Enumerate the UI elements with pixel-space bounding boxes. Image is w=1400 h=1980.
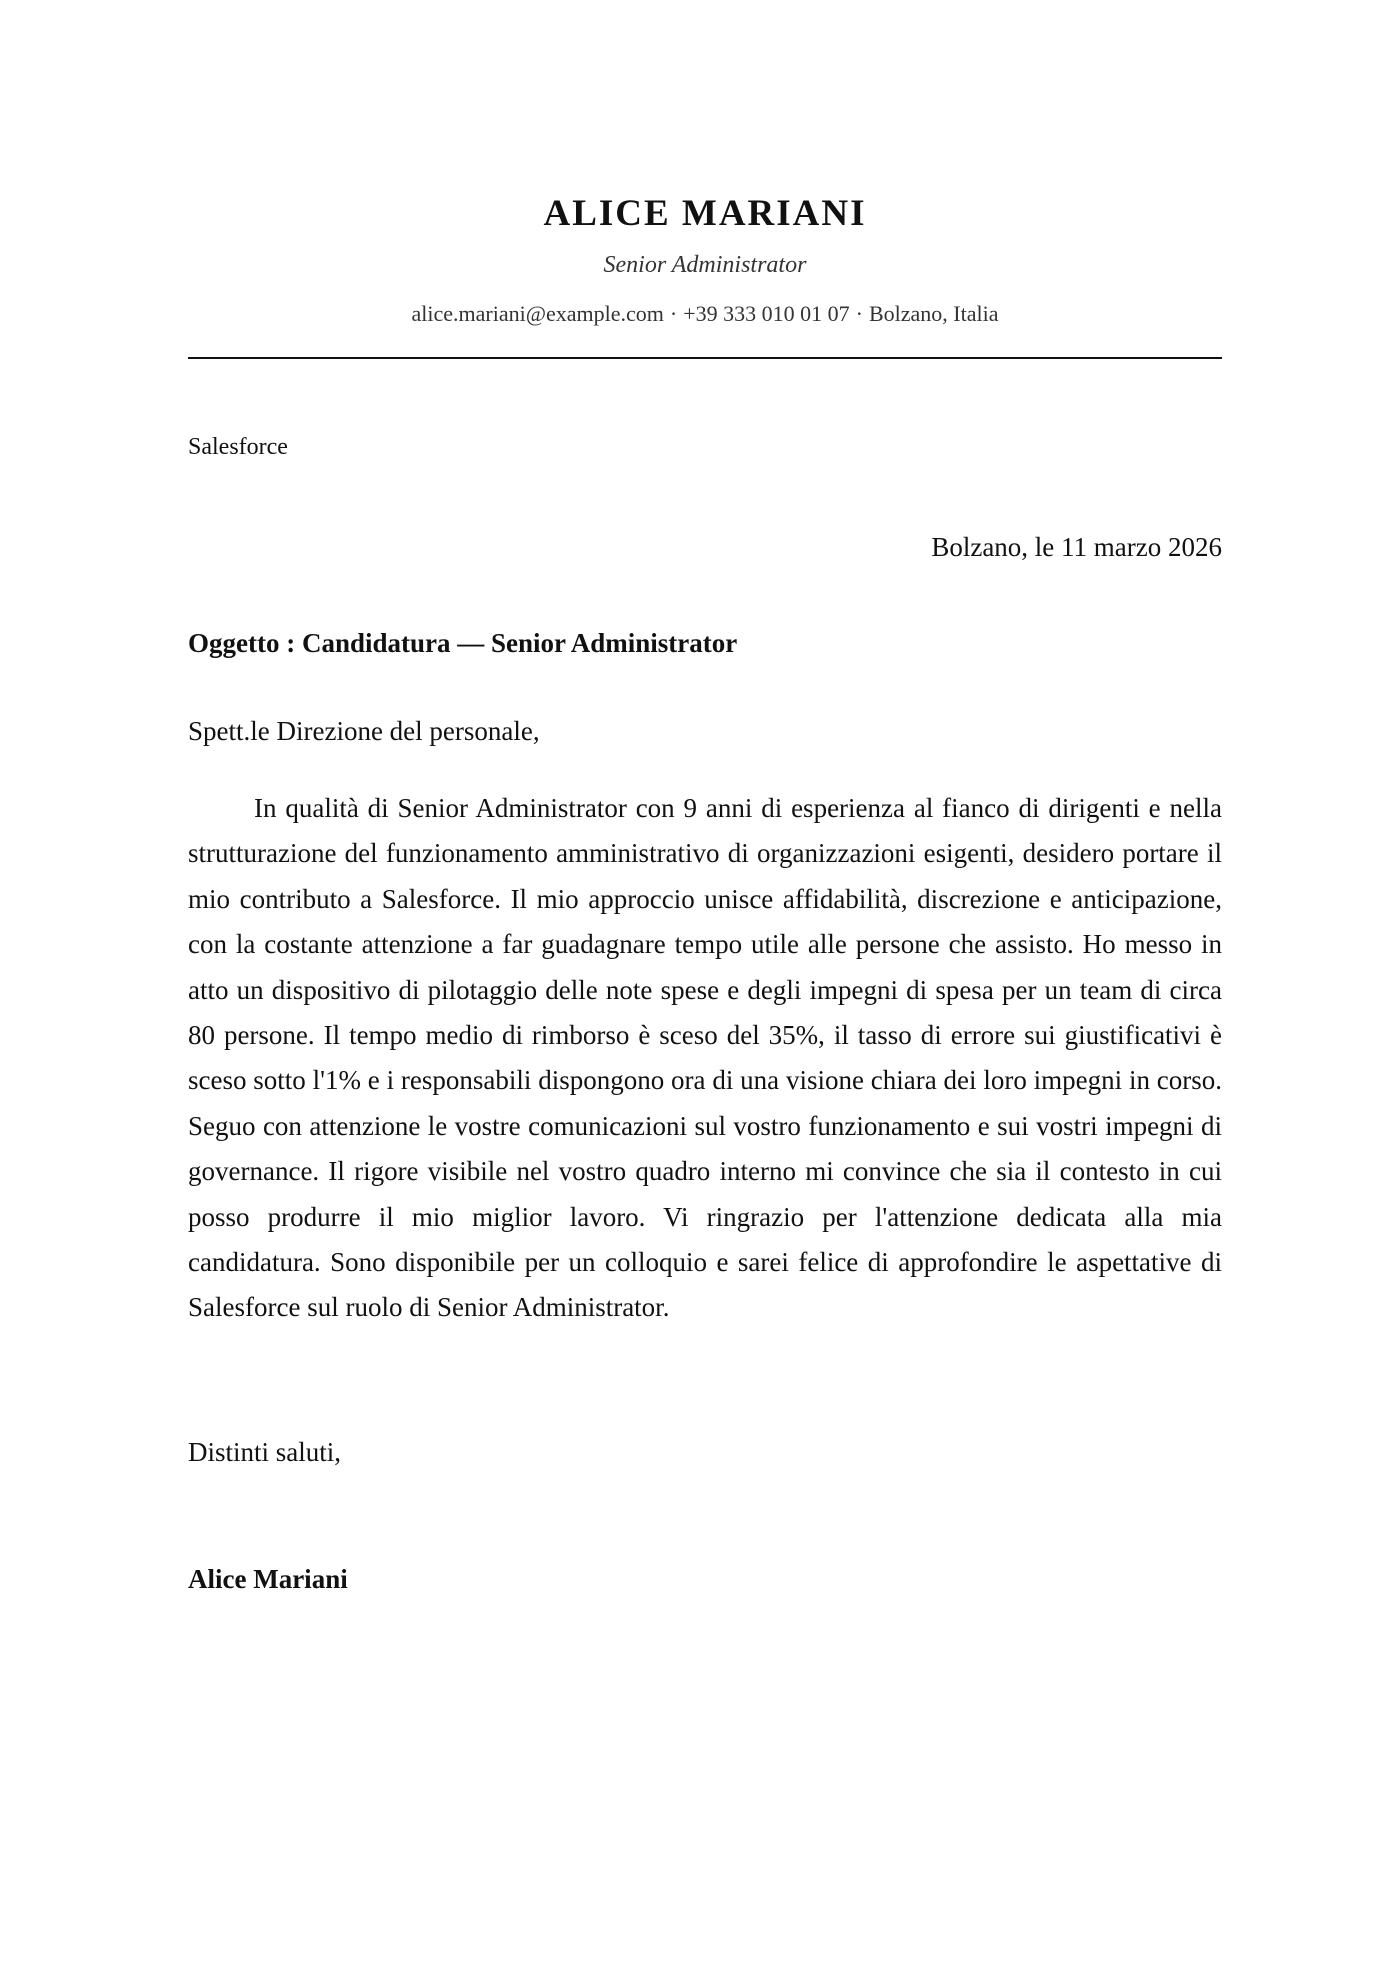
contact-separator: · bbox=[855, 301, 863, 326]
sender-name: ALICE MARIANI bbox=[543, 193, 867, 234]
contact-location: Bolzano, Italia bbox=[868, 301, 999, 326]
contact-phone: +39 333 010 01 07 bbox=[683, 301, 850, 326]
contact-line bbox=[188, 300, 1222, 328]
letter-date: Bolzano, le 11 marzo 2026 bbox=[931, 532, 1222, 562]
contact-separator: · bbox=[669, 301, 678, 326]
sender-role: Senior Administrator bbox=[603, 252, 807, 278]
letter-body: In qualità di Senior Administrator con 9 anni di esperienza al fianco di dirigenti e nella strutturazione del funzionamento amministrativo di organizzazioni esigenti, desidero portare il mio contributo a Salesforce. Il mio approccio unisce affidabilità, discrezione e anticipazione, con la costante attenzione a far guadagnare tempo utile alle persone che assisto. Ho messo in atto un dispositivo di pilotaggio delle note spese e degli impegni di spesa per un team di circa 80 persone. Il tempo medio di rimborso è sceso del 35%, il tasso di errore sui giustificativi è sceso sotto l'1% e i responsabili dispongono ora di una visione chiara dei loro impegni in corso. Seguo con attenzione le vostre comunicazioni sul vostro funzionamento e sui vostri impegni di governance. Il rigore visibile nel vostro quadro interno mi convince che sia il contesto in cui posso produrre il mio miglior lavoro. Vi ringrazio per l'attenzione dedicata alla mia candidatura. Sono disponibile per un colloquio e sarei felice di approfondire le aspettative di Salesforce sul ruolo di Senior Administrator. bbox=[188, 793, 1222, 1323]
header-divider bbox=[188, 357, 1222, 359]
closing: Distinti saluti, bbox=[188, 1437, 342, 1467]
letter-page bbox=[188, 0, 1222, 1980]
recipient: Salesforce bbox=[188, 434, 288, 460]
signature: Alice Mariani bbox=[188, 1564, 348, 1594]
salutation: Spett.le Direzione del personale, bbox=[188, 716, 540, 746]
letter-header bbox=[188, 192, 1222, 328]
contact-email: alice.mariani@example.com bbox=[411, 301, 664, 326]
letter-subject: Oggetto : Candidatura — Senior Administrator bbox=[188, 628, 738, 658]
